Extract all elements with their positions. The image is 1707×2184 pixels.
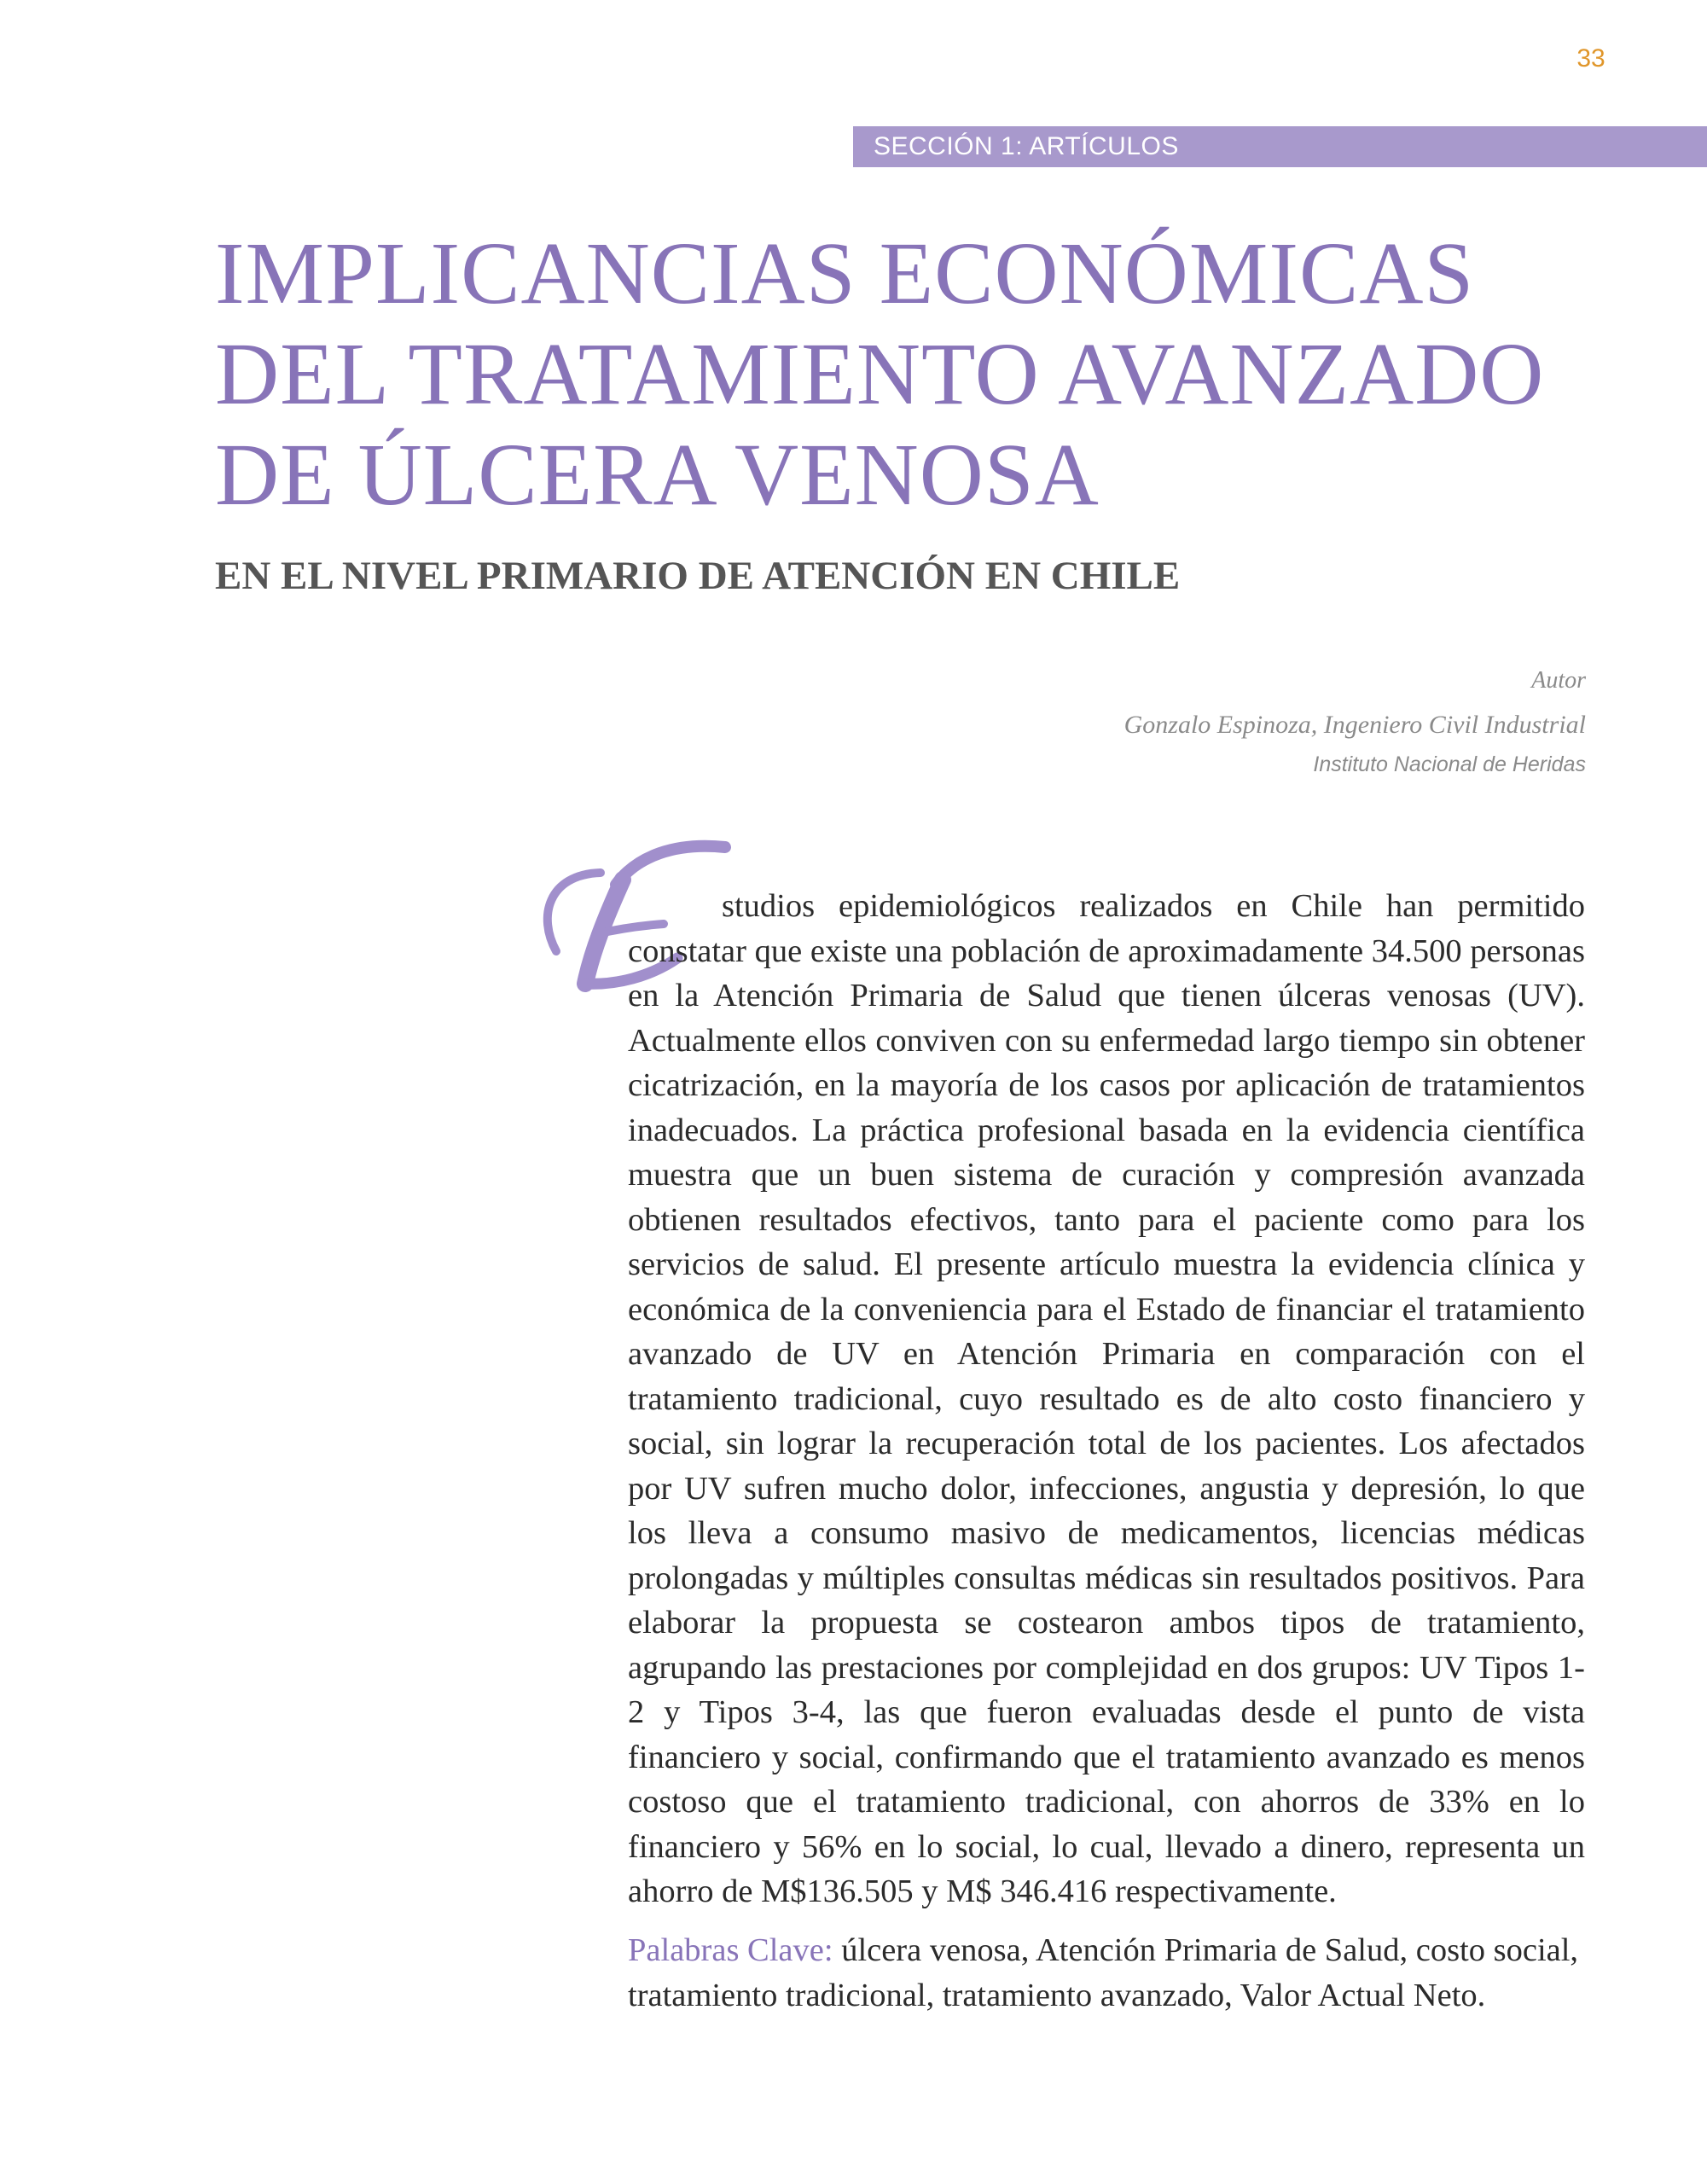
author-name: Gonzalo Espinoza, Ingeniero Civil Industrial — [1123, 711, 1586, 739]
page-number: 33 — [1576, 44, 1605, 73]
article-title — [215, 224, 1614, 526]
author-label: Autor — [1531, 667, 1586, 694]
author-institution: Instituto Nacional de Heridas — [1313, 752, 1586, 776]
keywords — [628, 1928, 1585, 2018]
article-subtitle: EN EL NIVEL PRIMARIO DE ATENCIÓN EN CHILE — [215, 554, 1181, 598]
keywords-label: Palabras Clave: — [628, 1932, 833, 1968]
title-line-2: DEL TRATAMIENTO AVANZADO — [215, 325, 1545, 423]
abstract-text: studios epidemiológicos realizados en Chile han permitido constatar que existe una población de aproximadamente 34.500 personas en la Atención Primaria de Salud que tienen úlceras venosas (UV). Actualmente ellos conviven con su enfermedad largo tiempo sin obtener cicatrización, en la mayoría de los casos por aplicación de tratamientos inadecuados. La práctica profesional basada en la evidencia científica muestra que un buen sistema de curación y compresión avanzada obtienen resultados efectivos, tanto para el paciente como para los servicios de salud. El presente artículo muestra la evidencia clínica y económica de la conveniencia para el Estado de financiar el tratamiento avanzado de UV en Atención Primaria en comparación con el tratamiento tradicional, cuyo resultado es de alto costo financiero y social, sin lograr la recuperación total de los pacientes. Los afectados por UV sufren mucho dolor, infecciones, angustia y depresión, lo que los lleva a consumo masivo de medicamentos, licencias médicas prolongadas y múltiples consultas médicas sin resultados positivos. Para elaborar la propuesta se costearon ambos tipos de tratamiento, agrupando las prestaciones por complejidad en dos grupos: UV Tipos 1-2 y Tipos 3-4, las que fueron evaluadas desde el punto de vista financiero y social, confirmando que el tratamiento avanzado es menos costoso que el tratamiento tradicional, con ahorros de 33% en lo financiero y 56% en lo social, lo cual, llevado a dinero, representa un ahorro de M$136.505 y M$ 346.416 respectivamente. — [628, 888, 1585, 1909]
keywords-list: úlcera venosa, Atención Primaria de Salud, costo social, tratamiento tradicional, tratamiento avanzado, Valor Actual Neto. — [628, 1932, 1579, 2013]
author-block — [818, 664, 1586, 781]
title-line-3: DE ÚLCERA VENOSA — [215, 426, 1100, 524]
title-line-1: IMPLICANCIAS ECONÓMICAS — [215, 224, 1475, 322]
section-label: SECCIÓN 1: ARTÍCULOS — [874, 132, 1179, 160]
section-banner — [853, 126, 1707, 167]
